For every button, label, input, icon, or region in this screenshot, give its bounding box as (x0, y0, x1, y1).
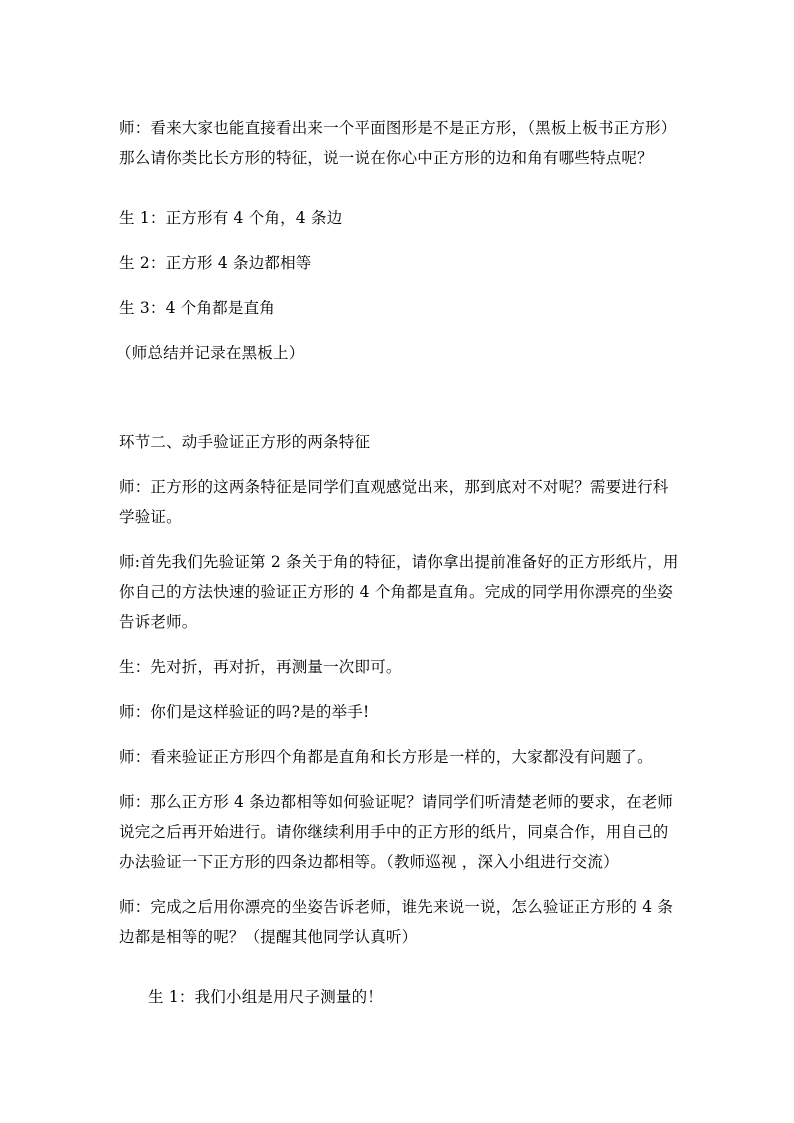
paragraph-student-1: 生 1：正方形有 4 个角，4 条边 (119, 209, 343, 227)
paragraph-teacher-question: 师：完成之后用你漂亮的坐姿告诉老师，谁先来说一说，怎么验证正方形的 4 条边都是相等的呢？（提醒其他同学认真听） (119, 898, 674, 946)
paragraph-student-3: 生 3：4 个角都是直角 (119, 299, 275, 317)
paragraph-teacher-angles: 师:首先我们先验证第 2 条关于角的特征，请你拿出提前准备好的正方形纸片，用你自己的方法快速的验证正方形的 4 个角都是直角。完成的同学用你漂亮的坐姿告诉老师。 (119, 553, 679, 631)
paragraph-teacher-intro: 师：看来大家也能直接看出来一个平面图形是不是正方形，（黑板上板书正方形）那么请你类比长方形的特征，说一说在你心中正方形的边和角有哪些特点呢？ (119, 119, 677, 167)
paragraph-teacher-conclusion: 师：看来验证正方形四个角都是直角和长方形是一样的，大家都没有问题了。 (119, 748, 653, 766)
paragraph-student-ruler: 生 1：我们小组是用尺子测量的！ (148, 988, 383, 1006)
paragraph-teacher-note: （师总结并记录在黑板上） (116, 344, 305, 362)
paragraph-teacher-verify: 师：正方形的这两条特征是同学们直观感觉出来，那到底对不对呢？需要进行科学验证。 (119, 478, 669, 526)
paragraph-teacher-sides: 师：那么正方形 4 条边都相等如何验证呢？请同学们听清楚老师的要求，在老师说完之后再开始进行。请你继续利用手中的正方形的纸片，同桌合作，用自己的办法验证一下正方形的四条边都相等。（教师巡视 ，深入小组进行交流） (119, 793, 674, 871)
paragraph-student-fold: 生：先对折，再对折，再测量一次即可。 (119, 658, 402, 676)
section-heading: 环节二、动手验证正方形的两条特征 (119, 433, 371, 451)
paragraph-teacher-raise-hand: 师：你们是这样验证的吗?是的举手! (119, 703, 370, 721)
paragraph-student-2: 生 2：正方形 4 条边都相等 (119, 254, 312, 272)
